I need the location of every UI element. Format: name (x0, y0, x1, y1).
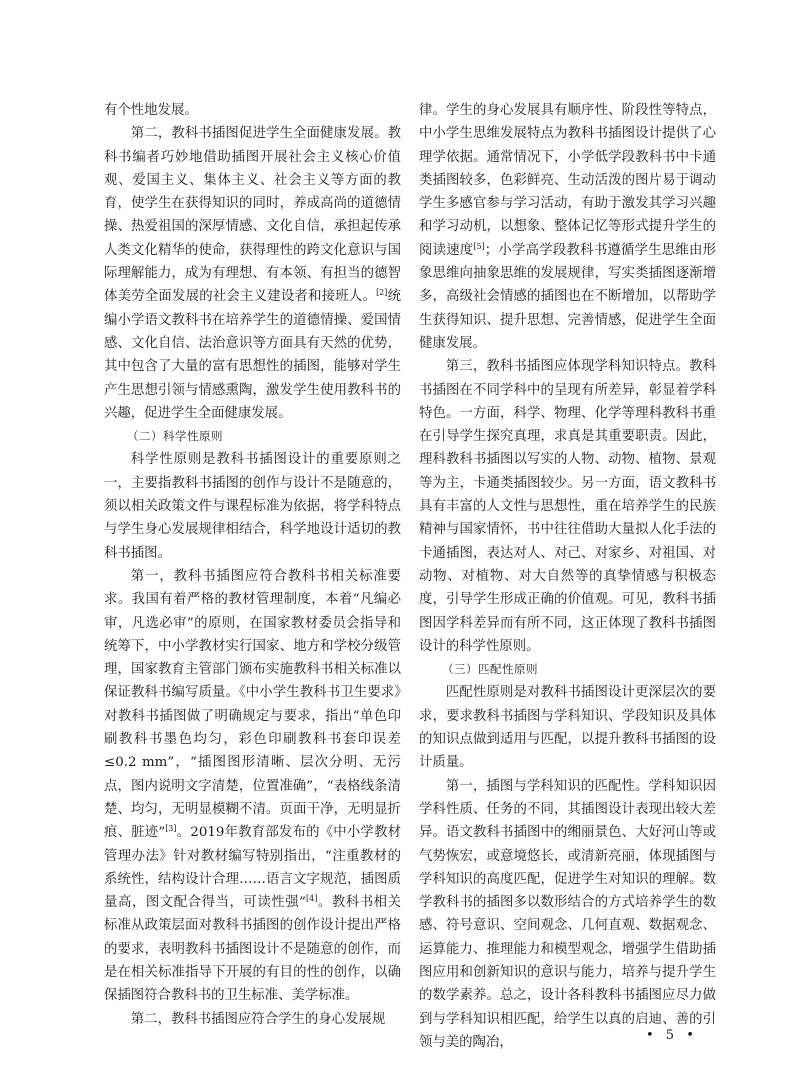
text-run: 有个性地发展。 (104, 103, 198, 118)
text-run: 第一，教科书插图应符合教科书相关标准要求。我国有着严格的教材管理制度，本着“凡编必审，凡选必审”的原则，在国家教材委员会指导和统筹下，中小学教材实行国家、地方和学校分级管理，国家教育主管部门颁布实施教科书相关标准以保证教科书编写质量。《中小学生教科书卫生要求》对教科书插图做了明确规定与要求，指出“单色印刷教科书墨色均匀，彩色印刷教科书套印误差≤0.2 mm”，“插图图形清晰、层次分明、无污点，图内说明文字清楚，位置准确”，“表格线条清楚、均匀，无明显模糊不清。页面干净，无明显折痕、脏迹” (104, 568, 401, 841)
citation-ref: [2] (376, 288, 388, 298)
paragraph (104, 448, 401, 564)
paragraph (104, 99, 401, 122)
citation-ref: [4] (306, 894, 318, 904)
text-run: 。教科书相关标准从政策层面对教科书插图的创作设计提出严格的要求，表明教科书插图设计不是随意的创作，而是在相关标准指导下开展的有目的性的创作，以确保插图符合教科书的卫生标准、美学标准。 (104, 895, 401, 1004)
text-run: 统编小学语文教科书在培养学生的道德情操、爱国情感、文化自信、法治意识等方面具有天然的优势，其中包含了大量的富有思想性的插图，能够对学生产生思想引领与情感熏陶，激发学生使用教科书的兴趣，促进学生全面健康发展。 (104, 289, 402, 421)
text-run: 第二，教科书插图应符合学生的身心发展规 (130, 1011, 386, 1027)
section-heading: （三）匹配性原则 (442, 662, 538, 677)
paragraph (104, 122, 401, 425)
citation-ref: [5] (473, 241, 485, 251)
paragraph (419, 355, 716, 658)
citation-ref: [3] (165, 824, 177, 834)
left-column (104, 99, 401, 1031)
paragraph (419, 681, 716, 774)
paragraph (104, 1008, 401, 1031)
section-heading: （二）科学性原则 (127, 429, 223, 444)
paragraph (419, 775, 716, 1055)
paragraph (104, 565, 401, 1008)
text-run: 。2019年教育部发布的《中小学教材管理办法》针对教材编写特别指出，“注重教材的系统性，结构设计合理……语言文字规范，插图质量高，图文配合得当，可读性强” (104, 825, 401, 911)
text-run: 科学性原则是教科书插图设计的重要原则之一，主要指教科书插图的创作与设计不是随意的，须以相关政策文件与课程标准为依据，将学科特点与学生身心发展规律相结合，科学地设计适切的教科书插图。 (104, 452, 401, 561)
text-run: 匹配性原则是对教科书插图设计更深层次的要求，要求教科书插图与学科知识、学段知识及具体的知识点做到适用与匹配，以提升教科书插图的设计质量。 (419, 685, 716, 771)
text-run: ；小学高学段教科书遵循学生思维由形象思维向抽象思维的发展规律，写实类插图逐渐增多，高级社会情感的插图也在不断增加，以帮助学生获得知识、提升思想、完善情感，促进学生全面健康发展。 (419, 242, 716, 351)
text-run: 第三，教科书插图应体现学科知识特点。教科书插图在不同学科中的呈现有所差异，彰显着学科特色。一方面，科学、物理、化学等理科教科书重在引导学生探究真理，求真是其重要职责。因此，理科教科书插图以写实的人物、动物、植物、景观等为主，卡通类插图较少。另一方面，语文教科书具有丰富的人文性与思想性，重在培养学生的民族精神与国家情怀，书中往往借助大量拟人化手法的卡通插图，表达对人、对己、对家乡、对祖国、对动物、对植物、对大自然等的真挚情感与积极态度，引导学生形成正确的价值观。可见，教科书插图因学科差异而有所不同，这正体现了教科书插图设计的科学性原则。 (419, 359, 716, 654)
text-run: 第一，插图与学科知识的匹配性。学科知识因学科性质、任务的不同，其插图设计表现出较大差异。语文教科书插图中的缃丽景色、大好河山等或气势恢宏，或意境悠长，或清新亮丽，体现插图与学科知识的高度匹配，促进学生对知识的理解。数学教科书的插图多以数形结合的方式培养学生的数感、符号意识、空间观念、几何直观、数据观念、运算能力、推理能力和模型观念，增强学生借助插图应用和创新知识的意识与能力，培养与提升学生的数学素养。总之，设计各科教科书插图应尽力做到与学科知识相匹配，给学生以真的启迪、善的引领与美的陶冶， (419, 778, 716, 1050)
right-column (419, 99, 716, 1054)
page-number: • 5 • (646, 1028, 698, 1043)
text-run: 律。学生的身心发展具有顺序性、阶段性等特点，中小学生思维发展特点为教科书插图设计提供了心理学依据。通常情况下，小学低学段教科书中卡通类插图较多，色彩鲜亮、生动活泼的图片易于调动学生多感官参与学习活动，有助于激发其学习兴趣和学习动机，以想象、整体记忆等形式提升学生的阅读速度 (419, 103, 716, 258)
paragraph (419, 99, 716, 355)
text-run: 第二，教科书插图促进学生全面健康发展。教科书编者巧妙地借助插图开展社会主义核心价值观、爱国主义、集体主义、社会主义等方面的教育，使学生在获得知识的同时，养成高尚的道德情操、热爱祖国的深厚情感、文化自信，承担起传承人类文化精华的使命，获得理性的跨文化意识与国际理解能力，成为有理想、有本领、有担当的德智体美劳全面发展的社会主义建设者和接班人。 (104, 126, 401, 305)
